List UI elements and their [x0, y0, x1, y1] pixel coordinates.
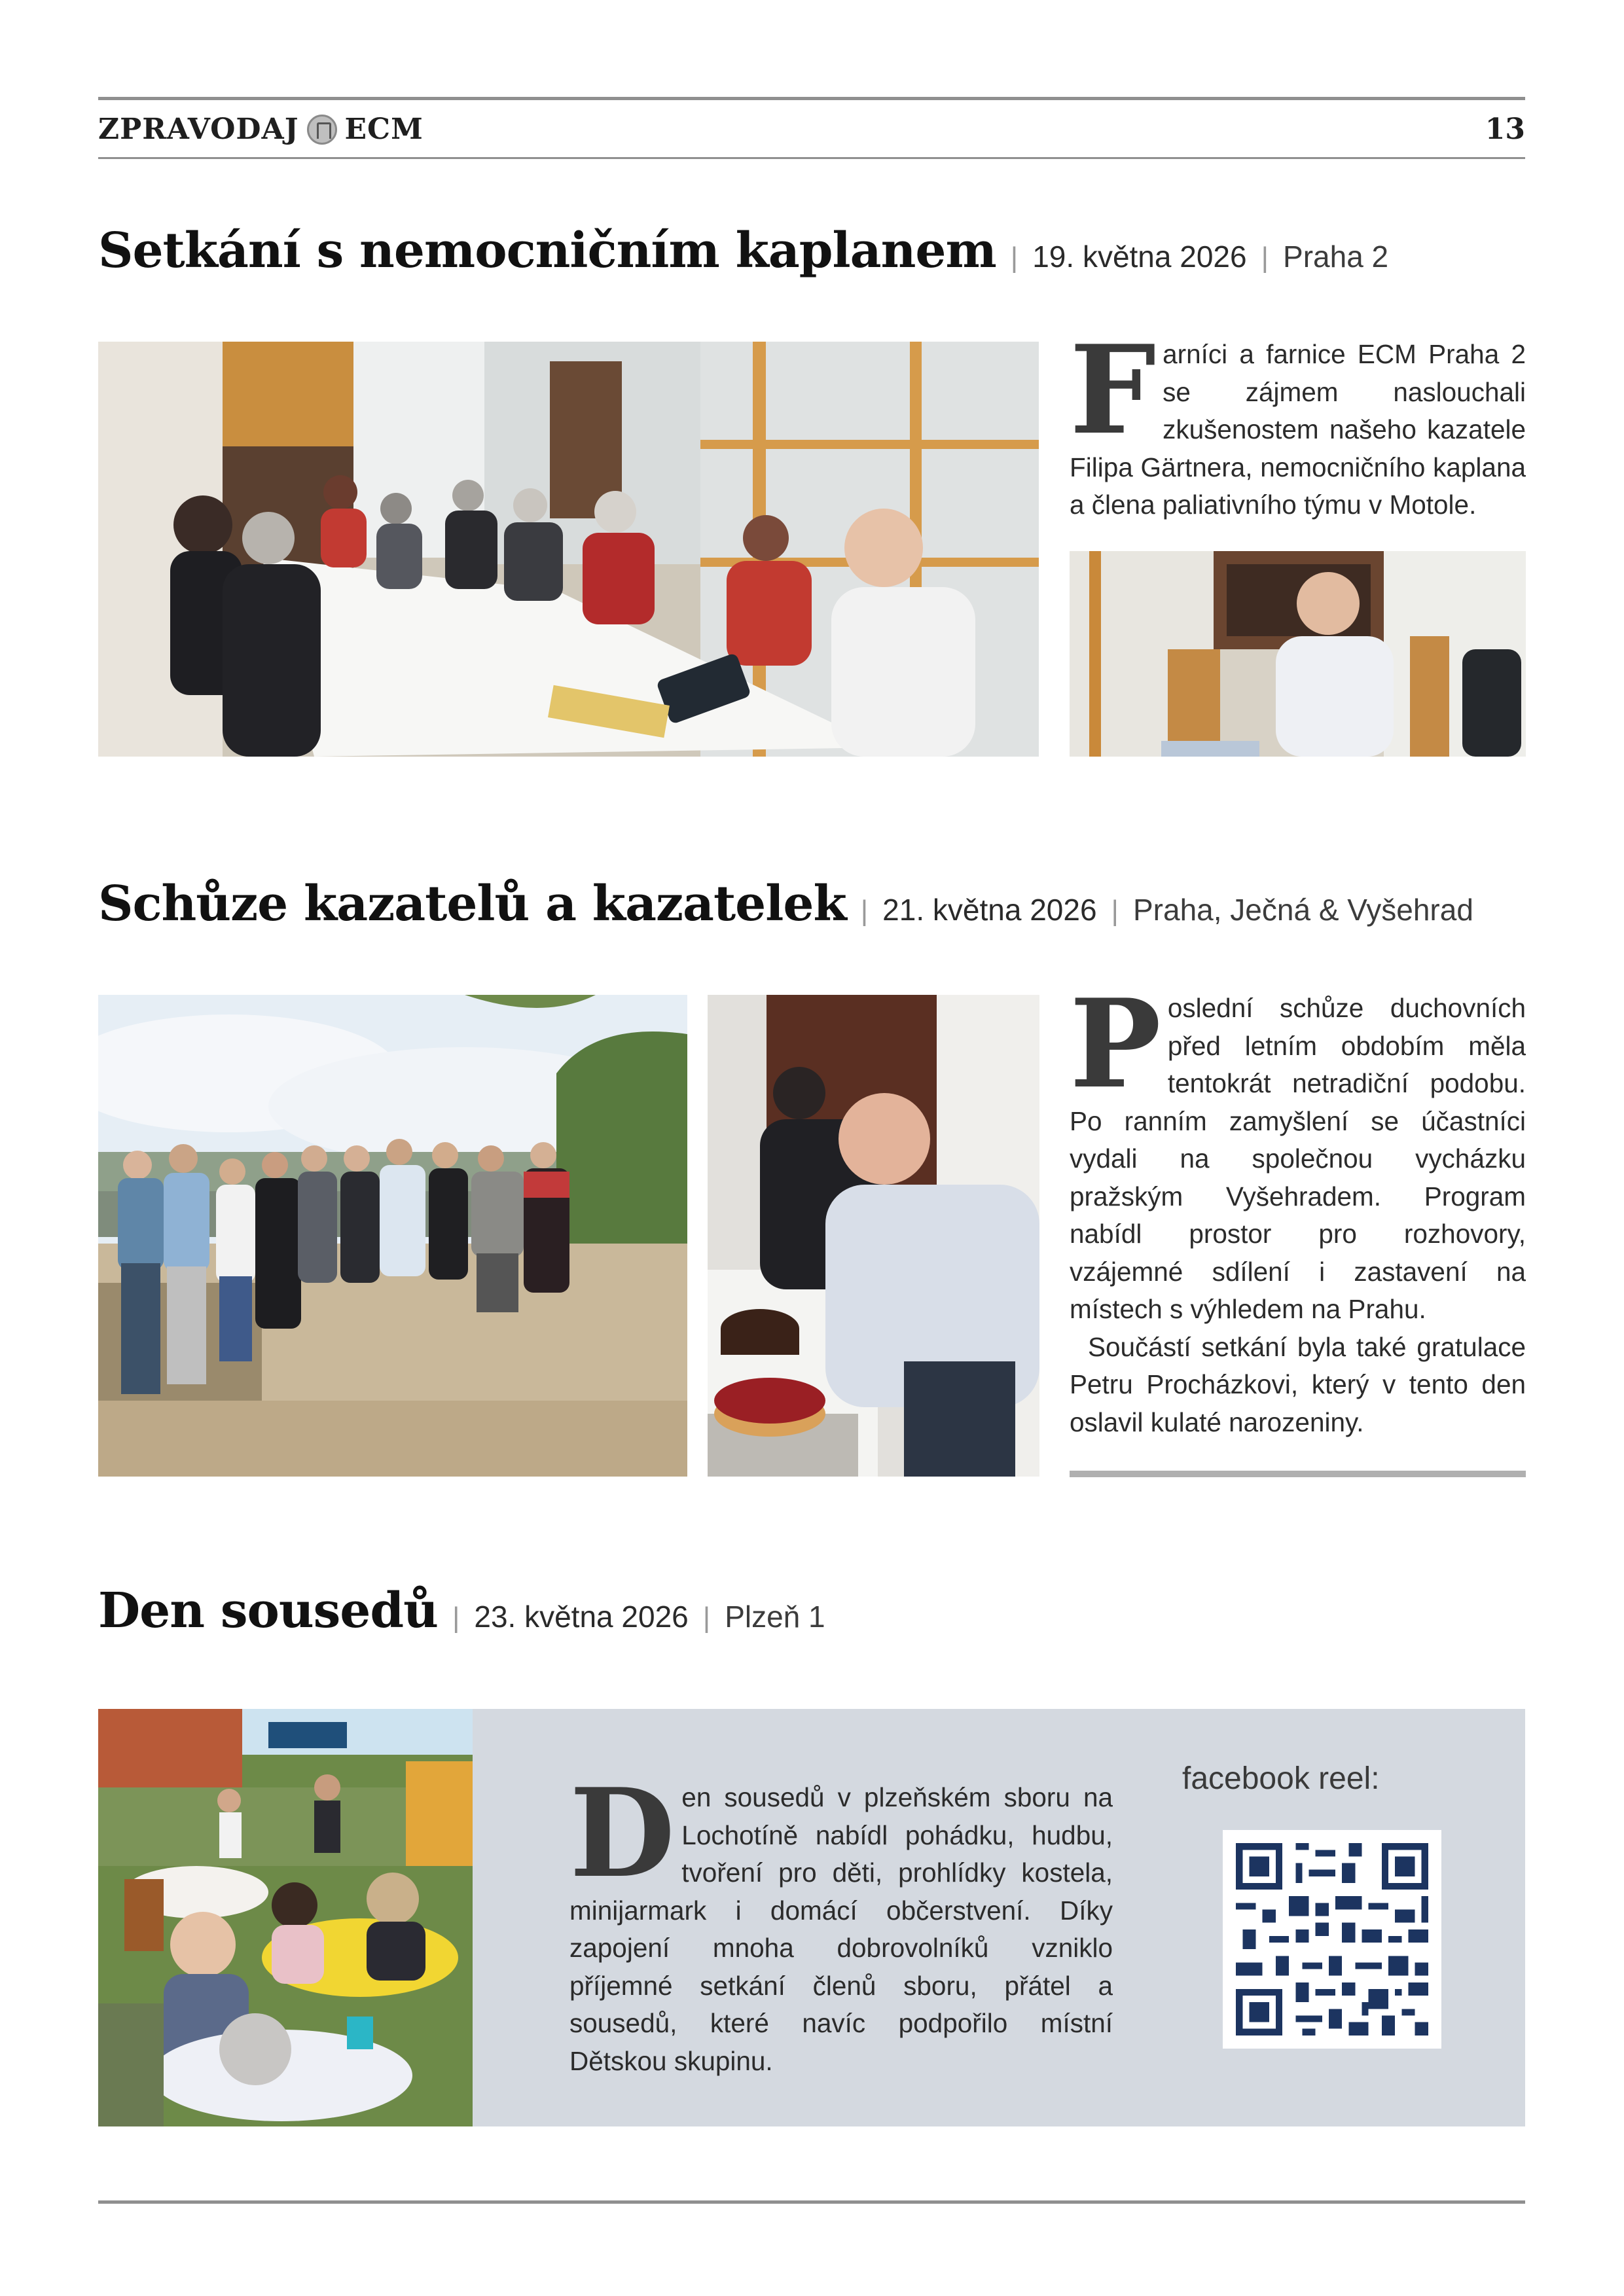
article-2-body-2: Součástí setkání byla také gratulace Petru Procházkovi, který v tento den oslavil kulaté narozeniny.: [1070, 1331, 1526, 1437]
article-2-place: Praha, Ječná & Vyšehrad: [1132, 893, 1473, 927]
header-rule: [98, 157, 1525, 159]
article-3-title: Den sousedů: [98, 1583, 438, 1639]
page-number: 13: [1485, 113, 1525, 146]
separator: |: [1261, 242, 1269, 274]
article-3-heading: [98, 1583, 825, 1639]
qr-code[interactable]: [1223, 1830, 1441, 2049]
article-2-heading: [98, 876, 1473, 932]
article-3-date: 23. května 2026: [474, 1600, 689, 1634]
facebook-label: facebook reel:: [1182, 1761, 1380, 1796]
seal-logo-icon: [307, 115, 337, 145]
article-1-place: Praha 2: [1283, 240, 1389, 274]
article-2-body: oslední schůze duchovních před letním obdobím měla tentokrát netradiční podobu. Po ranním zamyšlení se účastníci vydali na společnou vycházku pražským Vyšehradem. Program nabídl prostor pro rozhovory, vzájemné sdílení i zastavení na místech s výhledem na Prahu.: [1070, 993, 1526, 1324]
bottom-rule: [98, 2200, 1525, 2204]
photo-speaker: [1070, 551, 1526, 757]
article-2-text: [1070, 972, 1526, 1441]
article-2-end-rule: [1070, 1471, 1526, 1477]
article-2-title: Schůze kazatelů a kazatelek: [98, 876, 846, 932]
masthead-left: ZPRAVODAJ: [98, 113, 299, 146]
separator: |: [1010, 242, 1019, 274]
article-1-text: [1070, 318, 1526, 524]
drop-cap: F: [1070, 318, 1157, 461]
separator: |: [860, 895, 869, 927]
article-1-heading: [98, 223, 1388, 279]
article-2-date: 21. května 2026: [882, 893, 1097, 927]
article-1-body: arníci a farnice ECM Praha 2 se zájmem naslouchali zkušenostem našeho kazatele Filipa Gärtnera, nemocničního kaplana a člena paliativního týmu v Motole.: [1070, 339, 1526, 520]
article-1-date: 19. května 2026: [1032, 240, 1247, 274]
photo-meeting-table: [98, 342, 1039, 757]
article-3-body: en sousedů v plzeňském sboru na Lochotíně nabídl pohádku, hudbu, tvoření pro děti, prohlídky kostela, minijarmark i domácí občerstvení. Díky zapojení mnoha dobrovolníků vzniklo příjemné setkání členů sboru, přátel a sousedů, které navíc podpořilo místní Dětskou skupinu.: [569, 1782, 1113, 2076]
top-rule: [98, 97, 1525, 100]
photo-cake: [708, 995, 1039, 1477]
article-3-place: Plzeň 1: [725, 1600, 825, 1634]
article-3-text: [569, 1761, 1113, 2080]
photo-group-vysehrad: [98, 995, 687, 1477]
article-1-title: Setkání s nemocničním kaplanem: [98, 223, 996, 279]
drop-cap: D: [569, 1761, 676, 1905]
separator: |: [702, 1602, 711, 1634]
separator: |: [1111, 895, 1119, 927]
photo-neighbours-day: [98, 1709, 473, 2126]
drop-cap: P: [1070, 972, 1161, 1115]
separator: |: [452, 1602, 460, 1634]
masthead-right: ECM: [344, 113, 424, 146]
masthead: [98, 113, 424, 146]
